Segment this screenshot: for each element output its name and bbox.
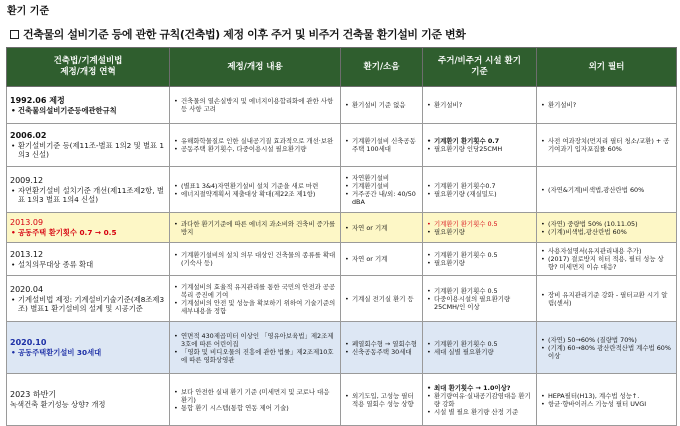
filter-item: • (기계)비색법,광산란법 60% [540, 228, 673, 236]
facility-item: • 필요환기량 인당25CMH [426, 145, 533, 153]
history-item: • 설치의무대상 종류 확대 [10, 260, 166, 269]
history-cell [7, 276, 170, 322]
table-row [7, 167, 677, 213]
content-item: • 기계설비의 안전 및 성능을 확보하기 위하여 기술기준의 세부내용을 정함 [173, 299, 337, 315]
vent-cell [341, 167, 423, 213]
row-year: 2023 하반기 [10, 390, 57, 399]
header-vent: 환기/소음 [341, 48, 423, 87]
content-cell [170, 213, 341, 243]
row-year: 2009.12 [10, 175, 44, 185]
filter-cell [537, 167, 677, 213]
facility-cell [423, 243, 537, 276]
filter-item: • 항균·향바이러스 기능성 필터 UVGI [540, 400, 673, 408]
filter-item: • (자연&기계)비색법,광산란법 60% [540, 186, 673, 194]
row-year: 2020.04 [10, 284, 44, 294]
header-history: 건축법/기계설비법 제정/개정 연혁 [7, 48, 170, 87]
facility-cell [423, 124, 537, 167]
vent-cell [341, 322, 423, 374]
vent-item: • 기계실 전기실 환기 등 [344, 295, 419, 303]
table-row [7, 124, 677, 167]
vent-cell [341, 276, 423, 322]
filter-item: • HEPA필터(H13), 계수법 성능↑. [540, 392, 673, 400]
content-item: • 과다한 환기기준에 따른 에너지 과소비와 건축비 증가를 방지 [173, 220, 337, 236]
filter-item: • 환기설비? [540, 101, 673, 109]
vent-item: • 환기설비 기준 없음 [344, 101, 419, 109]
history-item: • 기계설비법 제정: 기계설비기술기준(제8조제3조) 별표1 환기설비의 설계 및 시공기준 [10, 295, 166, 313]
facility-cell [423, 167, 537, 213]
header-filter: 외기 필터 [537, 48, 677, 87]
content-item: • 기계환기설비의 설치 의무 대상인 건축물의 종류를 확대 (기숙사 등) [173, 251, 337, 267]
content-item: • 기계설비의 효율적 유지관리를 통한 국민의 안전과 공공복리 증진에 기여 [173, 283, 337, 299]
facility-item: • 기계환기 환기횟수 0.5 [426, 340, 533, 348]
table-row [7, 213, 677, 243]
history-cell [7, 124, 170, 167]
vent-item: • 자연 or 기계 [344, 224, 419, 232]
table-row [7, 276, 677, 322]
content-cell [170, 322, 341, 374]
content-item: • 공동주택 환기횟수, 다중이용시설 필요환기량 [173, 145, 337, 153]
facility-cell [423, 322, 537, 374]
facility-item: • 환기량여유·실내공기감염대응 환기량 강화 [426, 392, 533, 408]
vent-cell [341, 124, 423, 167]
vent-item: • 신축공동주택 30세대 [344, 348, 419, 356]
history-item: • 공동주택 환기횟수 0.7 → 0.5 [10, 228, 166, 237]
content-item: • 연면적 430제곱미터 이상인 「영유아보육법」제2조제3호에 따른 어린이집 [173, 332, 337, 348]
filter-cell [537, 243, 677, 276]
content-cell [170, 124, 341, 167]
history-item: • 환기설비기준 등(제11조-별표 1의2 및 별표 1의3 신설) [10, 141, 166, 159]
facility-item: • 기계환기 환기횟수 0.7 [426, 137, 533, 145]
facility-cell [423, 213, 537, 243]
table-row [7, 243, 677, 276]
content-item: • 통합 환기 시스템(통합 연동 제어 기술) [173, 404, 337, 412]
filter-cell [537, 213, 677, 243]
filter-cell [537, 276, 677, 322]
history-item: • 건축물의설비기준등에관한규칙 [10, 106, 166, 115]
table-row [7, 87, 677, 124]
vent-item: • 폐열회수형 → 열회수형 [344, 340, 419, 348]
page-title: 건축물의 설비기준 등에 관한 규칙(건축법) 제정 이후 주거 및 비주거 건축물 환기설비 기준 변화 [10, 26, 465, 42]
filter-item: • (2017) 결로방지 히터 적용, 필터 성능 상향? 미세먼지 이슈 대응? [540, 255, 673, 271]
content-item: • 「영화 및 비디오물의 진흥에 관한 법률」제2조제10호에 따른 영화상영관 [173, 348, 337, 364]
history-item: 녹색건축 환기성능 상향? 개정 [10, 400, 106, 409]
filter-item: • 사용자설명서(유지관리내용 추가) [540, 247, 673, 255]
history-cell [7, 322, 170, 374]
facility-item: • 기계환기 환기횟수 0.5 [426, 220, 533, 228]
facility-item: • 필요환기량 (재실밀도) [426, 190, 533, 198]
history-item: • 공동주택환기설비 30세대 [10, 348, 166, 357]
content-cell [170, 276, 341, 322]
facility-item: • 최대 환기횟수 → 1.0이상? [426, 384, 533, 392]
page-header: 환기 기준 [7, 6, 50, 17]
history-item: • 자연환기설비 설치기준 개선(제11조제2항, 별표 1의3 별표 1의4 신설) [10, 186, 166, 204]
square-bullet-icon [10, 30, 19, 39]
filter-item: • (자연) 중량법 50% (10.11.05) [540, 220, 673, 228]
facility-item: • 필요환기량 [426, 259, 533, 267]
facility-item: • 기계환기 환기횟수 0.5 [426, 287, 533, 295]
facility-item: • 시설 별 필요 환기량 산정 기준 [426, 408, 533, 416]
vent-cell [341, 87, 423, 124]
content-cell [170, 167, 341, 213]
history-cell [7, 87, 170, 124]
table-row [7, 322, 677, 374]
facility-item: • 다중이용시설의 필요환기량 25CMH/인 이상 [426, 295, 533, 311]
header-content: 제정/개정 내용 [170, 48, 341, 87]
filter-item: • (자연) 50→60% (질량법 70%) [540, 336, 673, 344]
content-cell [170, 87, 341, 124]
filter-cell [537, 322, 677, 374]
facility-item: • 기계환기 환기횟수 0.5 [426, 251, 533, 259]
content-item: • 건축물의 열손실방지 및 에너지이용합리화에 관한 사항 등 사항 고려 [173, 97, 337, 113]
content-item: • (별표1 3&4)자연환기설비 설치 기준을 새로 마련 [173, 182, 337, 190]
facility-cell [423, 87, 537, 124]
filter-item: • 사전 여과장치(먼지리 필터 청소/교환) + 공기여과기 입자포집률 60% [540, 137, 673, 153]
filter-item: • (기계) 60→80% 광산란적산법 계수법 60% 이상 [540, 344, 673, 360]
row-year: 2020.10 [10, 338, 47, 347]
vent-item: • 기계환기설비 [344, 182, 419, 190]
facility-item: • 환기설비? [426, 101, 533, 109]
history-cell [7, 213, 170, 243]
content-item: • 유해화학물질로 인한 실내공기질 효과적으로 개선·보완 [173, 137, 337, 145]
filter-item: • 장비 유지관리기준 강화 - 필터교환 시기 알림(센서) [540, 291, 673, 307]
vent-item: • 자연환기설비 [344, 174, 419, 182]
history-cell [7, 167, 170, 213]
history-cell [7, 243, 170, 276]
filter-cell [537, 124, 677, 167]
facility-item: • 필요환기량 [426, 228, 533, 236]
vent-item: • 기계환기설비 신축공동주택 100세대 [344, 137, 419, 153]
facility-item: • 세대 실별 필요환기량 [426, 348, 533, 356]
row-year: 2013.12 [10, 249, 44, 259]
content-item: • 에너지절약계획서 제출대상 확대(제22조 제1항) [173, 190, 337, 198]
row-year: 1992.06 제정 [10, 95, 65, 105]
facility-cell [423, 276, 537, 322]
row-year: 2006.02 [10, 131, 47, 140]
filter-cell [537, 87, 677, 124]
ventilation-history-table [6, 47, 677, 426]
vent-cell [341, 243, 423, 276]
header-facility: 주거/비주거 시설 환기 기준 [423, 48, 537, 87]
table-header-row [7, 48, 677, 87]
row-year: 2013.09 [10, 218, 44, 227]
vent-item: • 거주공간 내/외: 40/50 dBA [344, 190, 419, 206]
vent-item: • 외기도입, 고성능 필터 적용 열회수 성능 상향 [344, 392, 419, 408]
content-cell [170, 243, 341, 276]
vent-item: • 자연 or 기계 [344, 255, 419, 263]
facility-item: • 기계환기 환기횟수0.7 [426, 182, 533, 190]
content-item: • 보다 안전한 실내 환기 기준 (미세먼지 및 코로나 대응 환기) [173, 388, 337, 404]
vent-cell [341, 213, 423, 243]
